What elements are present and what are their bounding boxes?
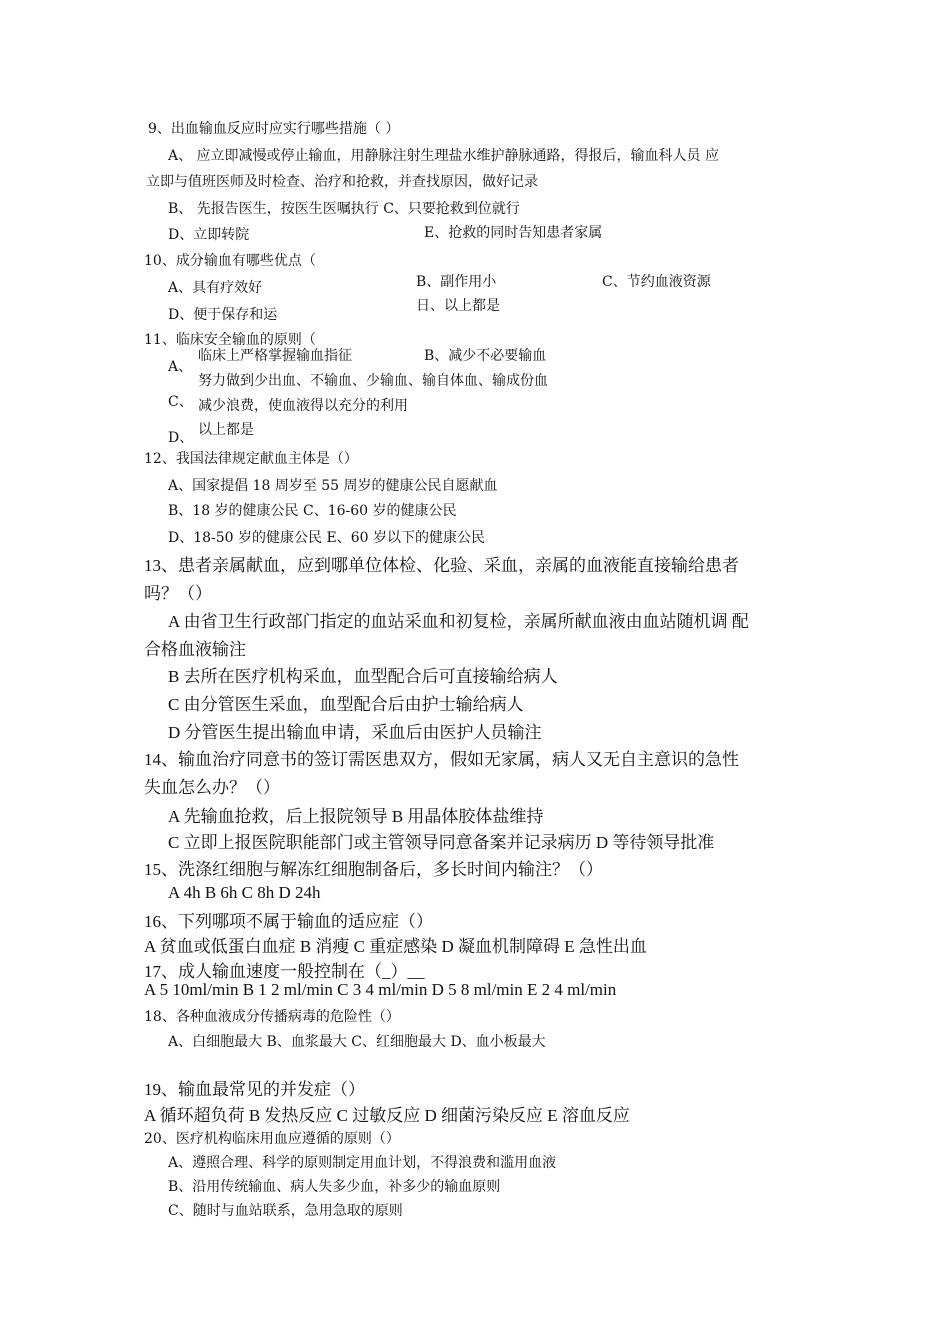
q16-stem: 16、下列哪项不属于输血的适应症（） <box>144 912 433 931</box>
q11-option-d: 以上都是 <box>198 422 254 438</box>
q11-option-line3: 减少浪费，使血液得以充分的利用 <box>198 398 408 414</box>
q14-stem-line1: 14、输血治疗同意书的签订需医患双方，假如无家属，病人又无自主意识的急性 <box>144 750 739 769</box>
q13-option-a-line2: 合格血液输注 <box>144 640 246 659</box>
q17-options: A 5 10ml/min B 1 2 ml/min C 3 4 ml/min D 5 8 ml/min E 2 4 ml/min <box>144 980 617 999</box>
q13-option-d: D 分管医生提出输血申请，采血后由医护人员输注 <box>168 723 542 742</box>
q12-stem: 12、我国法律规定献血主体是（） <box>144 451 358 467</box>
q10-option-d: D、便于保存和运 <box>168 307 278 323</box>
q18-stem: 18、各种血液成分传播病毒的危险性（） <box>144 1009 400 1025</box>
q15-stem: 15、洗涤红细胞与解冻红细胞制备后，多长时间内输注？（） <box>144 860 603 879</box>
q20-option-b: B、沿用传统输血、病人失多少血，补多少的输血原则 <box>168 1179 501 1195</box>
q9-option-a-line2: 立即与值班医师及时检查、治疗和抢救，并查找原因，做好记录 <box>146 174 538 190</box>
q11-option-b: B、减少不必要输血 <box>424 348 547 364</box>
q19-options: A 循环超负荷 B 发热反应 C 过敏反应 D 细菌污染反应 E 溶血反应 <box>144 1106 630 1125</box>
q10-option-a: A、具有疗效好 <box>168 280 263 296</box>
q14-stem-line2: 失血怎么办？（） <box>144 778 280 797</box>
q10-option-e: 日、以上都是 <box>416 298 500 314</box>
q11-option-a-letter: A、 <box>168 359 193 375</box>
q11-stem: 11、临床安全输血的原则（ <box>144 332 316 348</box>
q13-option-a-line1: A 由省卫生行政部门指定的血站采血和初复检，亲属所献血液由血站随机调 配 <box>168 612 749 631</box>
q13-stem-line2: 吗？（） <box>144 584 212 603</box>
q9-option-d: D、立即转院 <box>168 227 250 243</box>
q9-option-e: E、抢救的同时告知患者家属 <box>424 225 603 241</box>
q20-option-a: A、遵照合理、科学的原则制定用血计划，不得浪费和滥用血液 <box>168 1155 557 1171</box>
q10-option-b: B、副作用小 <box>416 274 497 290</box>
q13-stem-line1: 13、患者亲属献血，应到哪单位体检、化验、采血，亲属的血液能直接输给患者 <box>144 556 739 575</box>
q13-option-c: C 由分管医生采血，血型配合后由护士输给病人 <box>168 695 524 714</box>
q11-option-d-letter: D、 <box>168 430 194 446</box>
q10-stem: 10、成分输血有哪些优点（ <box>144 253 316 269</box>
q20-option-c: C、随时与血站联系，急用急取的原则 <box>168 1203 403 1219</box>
q17-stem: 17、成人输血速度一般控制在（_）__ <box>144 962 425 981</box>
q13-option-b: B 去所在医疗机构采血，血型配合后可直接输给病人 <box>168 667 558 686</box>
q19-stem: 19、输血最常见的并发症（） <box>144 1080 365 1099</box>
q16-options: A 贫血或低蛋白血症 B 消瘦 C 重症感染 D 凝血机制障碍 E 急性出血 <box>144 937 647 956</box>
q11-option-line2: 努力做到少出血、不输血、少输血、输自体血、输成份血 <box>198 373 548 389</box>
q12-option-bc: B、18 岁的健康公民 C、16-60 岁的健康公民 <box>168 503 457 519</box>
q10-option-c: C、节约血液资源 <box>602 274 711 290</box>
q14-option-cd: C 立即上报医院职能部门或主管领导同意备案并记录病历 D 等待领导批准 <box>168 833 715 852</box>
q11-option-c-letter: C、 <box>168 394 193 410</box>
q14-option-ab: A 先输血抢救，后上报院领导 B 用晶体胶体盐维持 <box>168 807 544 826</box>
q20-stem: 20、医疗机构临床用血应遵循的原则（） <box>144 1131 400 1147</box>
q9-stem: 9、出血输血反应时应实行哪些措施（ ） <box>148 121 400 137</box>
q12-option-a: A、国家提倡 18 周岁至 55 周岁的健康公民自愿献血 <box>168 478 498 494</box>
q12-option-de: D、18-50 岁的健康公民 E、60 岁以下的健康公民 <box>168 530 485 546</box>
q18-options: A、白细胞最大 B、血浆最大 C、红细胞最大 D、血小板最大 <box>168 1034 546 1050</box>
q15-options: A 4h B 6h C 8h D 24h <box>168 883 321 902</box>
q11-option-a: 临床上严格掌握输血指征 <box>198 348 352 364</box>
q9-option-bc: B、 先报告医生，按医生医嘱执行 C、只要抢救到位就行 <box>168 201 520 217</box>
q9-option-a-line1: A、 应立即减慢或停止输血，用静脉注射生理盐水维护静脉通路，得报后，输血科人员 应 <box>168 148 720 164</box>
